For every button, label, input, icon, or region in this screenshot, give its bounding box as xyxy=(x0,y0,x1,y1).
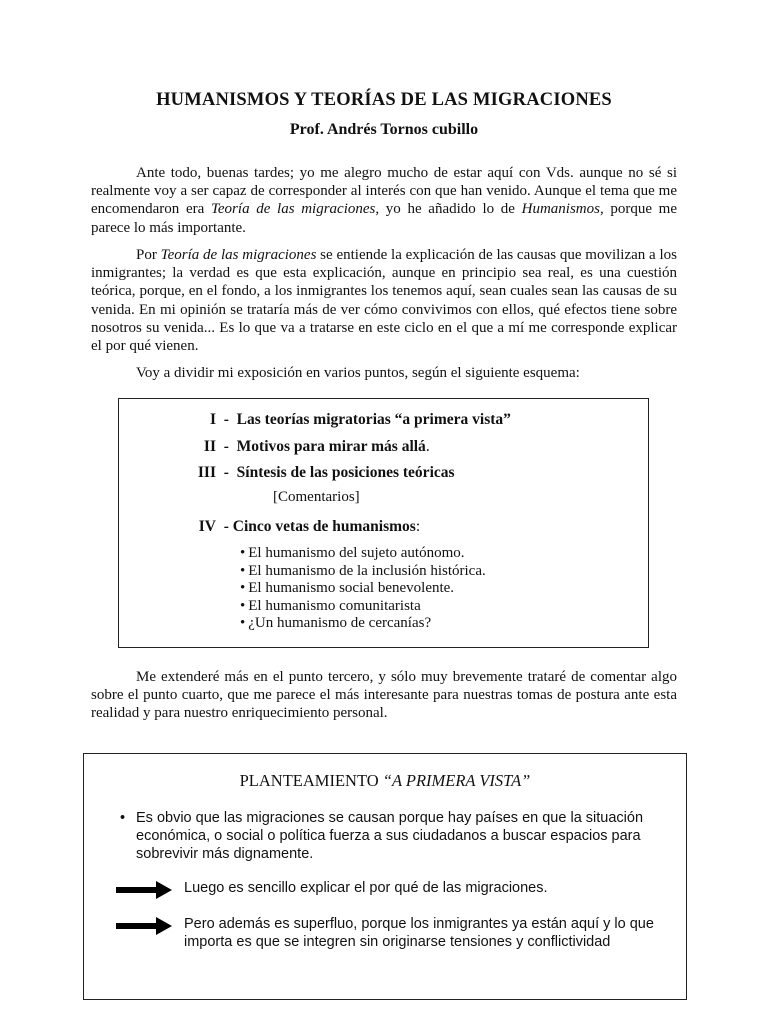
conclusion-text: Pero además es superfluo, porque los inmigrantes ya están aquí y lo que importa es que se integren sin originarse tensiones y conflictividad xyxy=(184,916,654,950)
paragraph-text: , yo he añadido lo de xyxy=(375,201,522,218)
approach-bullet-text: Es obvio que las migraciones se causan porque hay países en que la situación económica, o social o política fuerza a sus ciudadanos a buscar espacios para sobrevivir más dignamente. xyxy=(136,810,644,862)
outline-comment: [Comentarios] xyxy=(273,489,360,505)
bullet-icon: • xyxy=(120,810,126,826)
outline-text: Motivos para mirar más allá xyxy=(236,438,426,455)
paragraph-italic: Humanismos xyxy=(521,201,600,218)
outline-suffix: : xyxy=(415,518,421,535)
paragraph-closing: Me extenderé más en el punto tercero, y sólo muy brevemente trataré de comentar algo sobre el punto cuarto, que me parece el más interesante para nuestras tomas de postura ante esta realidad y para nuestro enriquecimiento personal. xyxy=(91,669,677,722)
paragraph-theory xyxy=(91,246,677,355)
conclusion-text: Luego es sencillo explicar el por qué de las migraciones. xyxy=(184,880,548,896)
list-item: • El humanismo de la inclusión histórica. xyxy=(240,563,486,581)
conclusion-row xyxy=(116,915,676,971)
approach-bullet xyxy=(120,809,656,863)
outline-item: IV - Cinco vetas de humanismos: xyxy=(181,518,420,536)
outline-item: III - Síntesis de las posiciones teóricas xyxy=(181,464,455,482)
outline-text: Cinco vetas de humanismos xyxy=(232,518,416,535)
paragraph-italic: Teoría de las migraciones xyxy=(210,201,376,218)
right-arrow-icon xyxy=(116,917,172,935)
approach-box xyxy=(83,753,687,1000)
right-arrow-icon xyxy=(116,881,172,899)
document-title: HUMANISMOS Y TEORÍAS DE LAS MIGRACIONES xyxy=(156,90,612,110)
outline-numeral: III xyxy=(197,464,216,481)
list-item: • El humanismo comunitarista xyxy=(240,598,486,616)
outline-item: II - Motivos para mirar más allá. xyxy=(181,438,430,456)
document-author: Prof. Andrés Tornos cubillo xyxy=(289,121,479,138)
outline-item: I - Las teorías migratorias “a primera vista” xyxy=(181,411,511,429)
conclusion-row xyxy=(116,879,676,899)
outline-box xyxy=(118,398,649,648)
approach-title-italic: “A PRIMERA VISTA” xyxy=(382,771,531,790)
paragraph-text: se entiende la explicación de las causas que movilizan a los inmigrantes; la verdad es que esta explicación, aunque en principio sea real, es una cuestión teórica, porque, en el fondo, a los inmigrantes los tenemos aquí, sean cuales sean las causas de su venida. En mi opinión se trataría más de ver cómo convivimos con ellos, qué efectos tiene sobre nosotros su venida... Es lo que va a tratarse en este ciclo en el que a mí me corresponde explicar el por qué vienen. xyxy=(91,247,677,355)
outline-numeral: IV xyxy=(198,518,216,535)
outline-numeral: II xyxy=(203,438,216,455)
outline-numeral: I xyxy=(209,411,216,428)
paragraph-text: Ante todo, buenas tardes; yo me alegro mucho de estar aquí con Vds. aunque no sé si realmente voy a ser capaz de corresponder al interés con que han venido. Aunque el tema que me encomendaron era xyxy=(91,165,677,218)
outline-suffix: . xyxy=(425,438,430,455)
approach-title-plain: PLANTEAMIENTO xyxy=(239,771,383,790)
paragraph-text: Por xyxy=(136,247,161,263)
paragraph-outline-intro: Voy a dividir mi exposición en varios puntos, según el siguiente esquema: xyxy=(136,365,580,381)
outline-text: Las teorías migratorias “a primera vista” xyxy=(236,411,511,428)
approach-title xyxy=(84,771,686,791)
paragraph-italic: Teoría de las migraciones xyxy=(160,247,317,263)
outline-text: Síntesis de las posiciones teóricas xyxy=(236,464,455,481)
paragraph-text: , porque me parece lo más importante. xyxy=(91,201,678,236)
list-item: • El humanismo del sujeto autónomo. xyxy=(240,545,486,563)
list-item: • El humanismo social benevolente. xyxy=(240,580,486,598)
humanism-list xyxy=(240,545,486,633)
list-item: • ¿Un humanismo de cercanías? xyxy=(240,615,486,633)
paragraph-intro xyxy=(91,164,677,237)
